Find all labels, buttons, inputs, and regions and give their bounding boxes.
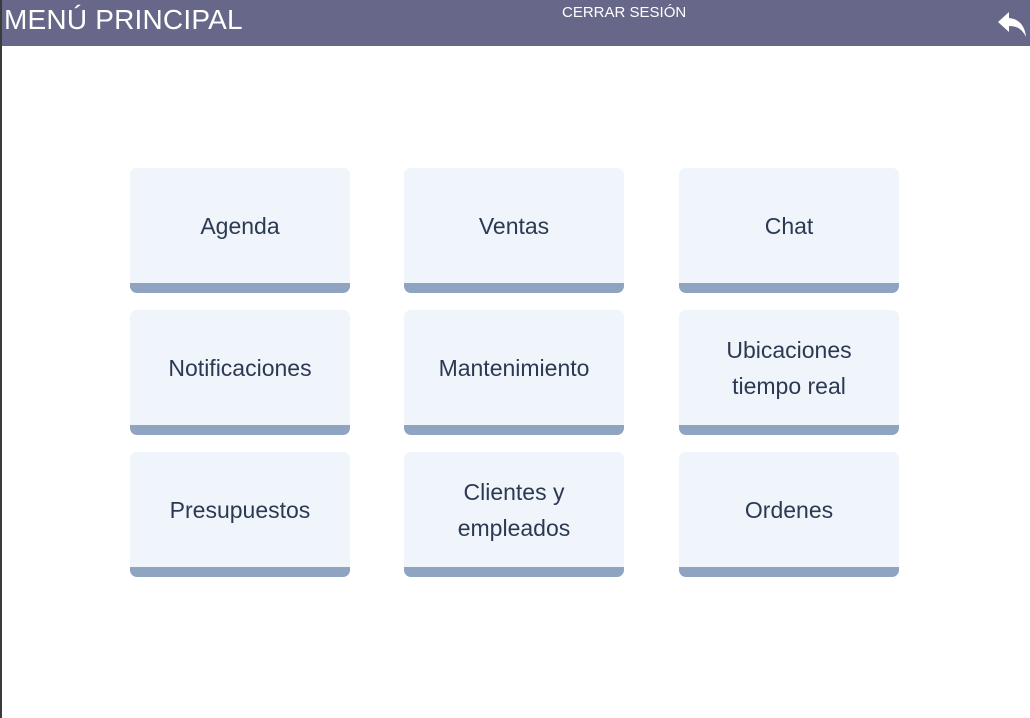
menu-card-label: Presupuestos bbox=[169, 496, 311, 523]
menu-card-notificaciones[interactable] bbox=[130, 310, 350, 435]
menu-card-label: Ubicaciones tiempo real bbox=[726, 336, 852, 399]
reply-arrow-icon bbox=[996, 8, 1028, 40]
menu-card-mantenimiento[interactable] bbox=[404, 310, 624, 435]
menu-card-ventas[interactable] bbox=[404, 168, 624, 293]
menu-card-label: Mantenimiento bbox=[438, 354, 590, 381]
menu-card-label: Agenda bbox=[200, 212, 280, 239]
page-title: MENÚ PRINCIPAL bbox=[4, 4, 243, 35]
menu-card-agenda[interactable] bbox=[130, 168, 350, 293]
menu-card-clientes[interactable] bbox=[404, 452, 624, 577]
menu-card-presupuestos[interactable] bbox=[130, 452, 350, 577]
menu-card-label: Ordenes bbox=[744, 496, 834, 523]
menu-card-label: Notificaciones bbox=[168, 354, 312, 381]
menu-card-ordenes[interactable] bbox=[679, 452, 899, 577]
menu-card-label: Clientes y empleados bbox=[457, 478, 571, 541]
back-arrow-icon[interactable] bbox=[996, 8, 1028, 40]
menu-card-label: Chat bbox=[764, 212, 814, 239]
menu-card-chat[interactable] bbox=[679, 168, 899, 293]
menu-card-label: Ventas bbox=[478, 212, 550, 239]
header-bar bbox=[2, 0, 1030, 46]
menu-card-ubicaciones[interactable] bbox=[679, 310, 899, 435]
logout-button[interactable]: CERRAR SESIÓN bbox=[562, 4, 687, 21]
